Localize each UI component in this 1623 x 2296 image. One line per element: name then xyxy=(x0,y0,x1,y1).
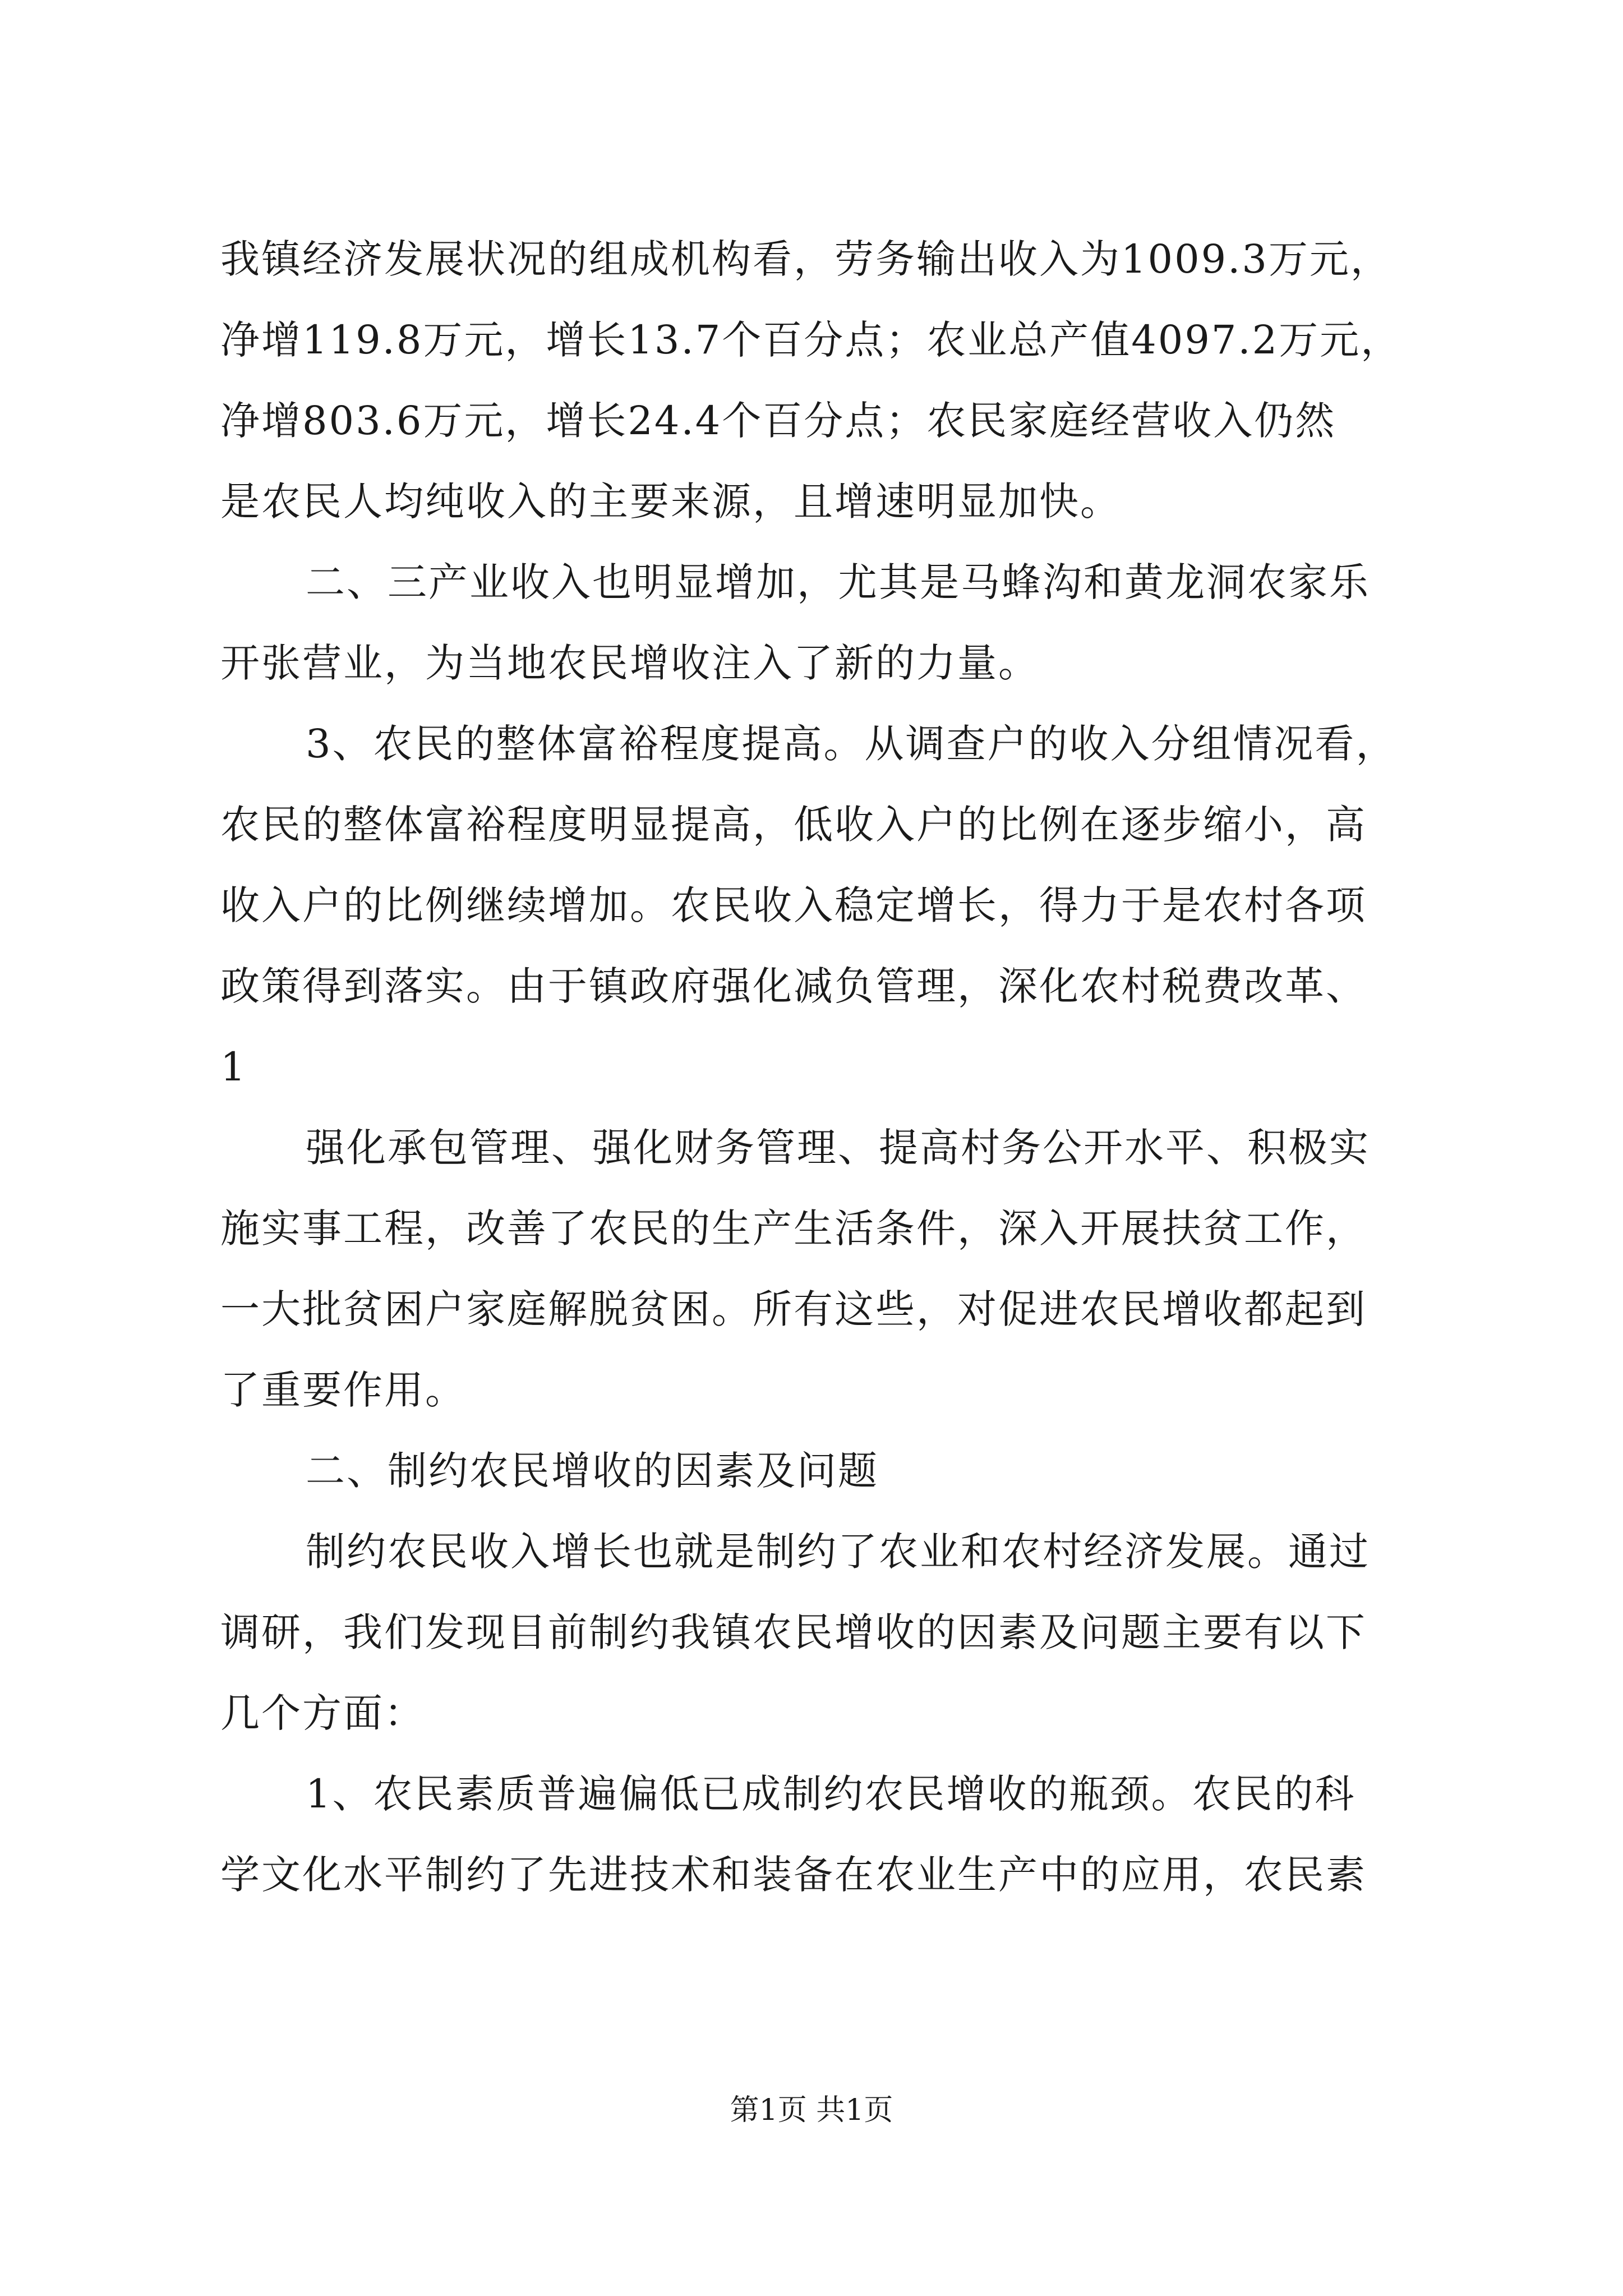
body-line: 学文化水平制约了先进技术和装备在农业生产中的应用，农民素 xyxy=(220,1852,1367,1898)
body-line: 净增803.6万元，增长24.4个百分点；农民家庭经营收入仍然 xyxy=(220,398,1336,444)
page-footer: 第1页 共1页 xyxy=(730,2093,893,2127)
inline-page-number: 1 xyxy=(220,1044,247,1090)
paragraph-first-line: 二、三产业收入也明显增加，尤其是马蜂沟和黄龙洞农家乐 xyxy=(306,559,1370,605)
body-line: 是农民人均纯收入的主要来源，且增速明显加快。 xyxy=(220,478,1121,524)
paragraph-first-line: 3、农民的整体富裕程度提高。从调查户的收入分组情况看， xyxy=(306,721,1397,767)
body-line: 一大批贫困户家庭解脱贫困。所有这些，对促进农民增收都起到 xyxy=(220,1286,1367,1332)
paragraph-first-line: 1、农民素质普遍偏低已成制约农民增收的瓶颈。农民的科 xyxy=(306,1771,1356,1817)
body-line: 施实事工程，改善了农民的生产生活条件，深入开展扶贫工作， xyxy=(220,1205,1367,1251)
body-line: 几个方面： xyxy=(220,1690,425,1736)
body-line: 政策得到落实。由于镇政府强化减负管理，深化农村税费改革、 xyxy=(220,963,1367,1009)
paragraph-first-line: 制约农民收入增长也就是制约了农业和农村经济发展。通过 xyxy=(306,1529,1370,1575)
body-line: 收入户的比例继续增加。农民收入稳定增长，得力于是农村各项 xyxy=(220,882,1367,928)
body-line: 开张营业，为当地农民增收注入了新的力量。 xyxy=(220,640,1039,686)
body-line: 我镇经济发展状况的组成机构看，劳务输出收入为1009.3万元， xyxy=(220,236,1391,282)
body-line: 了重要作用。 xyxy=(220,1367,466,1413)
paragraph-first-line: 强化承包管理、强化财务管理、提高村务公开水平、积极实 xyxy=(306,1125,1370,1171)
section-heading: 二、制约农民增收的因素及问题 xyxy=(306,1448,879,1494)
body-line: 农民的整体富裕程度明显提高，低收入户的比例在逐步缩小，高 xyxy=(220,802,1367,848)
body-line: 净增119.8万元，增长13.7个百分点；农业总产值4097.2万元， xyxy=(220,317,1402,363)
body-line: 调研，我们发现目前制约我镇农民增收的因素及问题主要有以下 xyxy=(220,1609,1367,1655)
